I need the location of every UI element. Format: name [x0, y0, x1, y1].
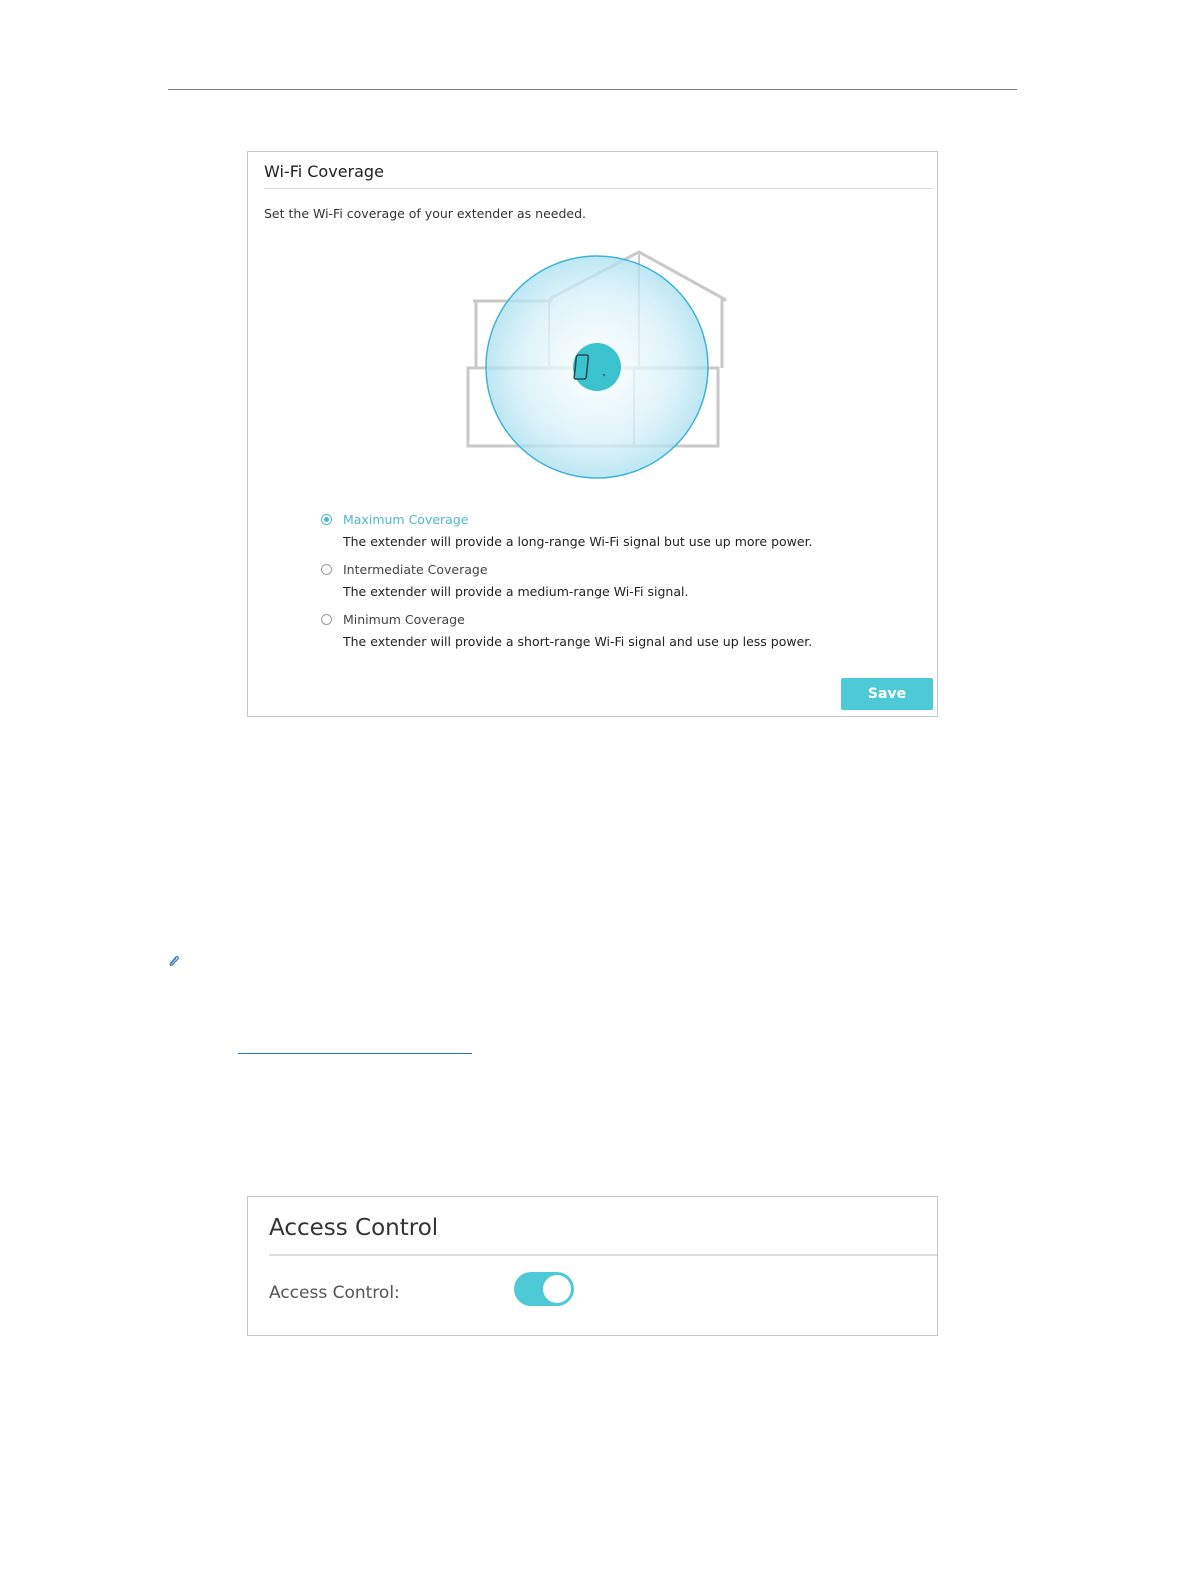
panel-title: Access Control — [269, 1215, 439, 1241]
title-divider — [269, 1254, 937, 1256]
range-extender-icon — [573, 343, 621, 391]
option-description: The extender will provide a short-range Wi-Fi signal and use up less power. — [343, 634, 813, 649]
minimum-coverage-radio[interactable] — [321, 614, 332, 625]
option-label[interactable]: Maximum Coverage — [343, 512, 469, 527]
panel-title: Wi-Fi Coverage — [264, 162, 384, 181]
option-description: The extender will provide a long-range Wi-Fi signal but use up more power. — [343, 534, 813, 549]
access-control-label: Access Control: — [269, 1283, 400, 1303]
coverage-illustration — [466, 246, 731, 484]
wifi-coverage-panel — [247, 151, 938, 717]
header-rule — [168, 89, 1017, 90]
option-label[interactable]: Minimum Coverage — [343, 612, 465, 627]
save-button[interactable]: Save — [841, 678, 933, 710]
toggle-knob[interactable] — [543, 1275, 571, 1303]
link-underline[interactable] — [238, 1053, 472, 1054]
option-label[interactable]: Intermediate Coverage — [343, 562, 488, 577]
panel-description: Set the Wi-Fi coverage of your extender as needed. — [264, 206, 586, 221]
intermediate-coverage-radio[interactable] — [321, 564, 332, 575]
option-description: The extender will provide a medium-range Wi-Fi signal. — [343, 584, 689, 599]
maximum-coverage-radio[interactable] — [321, 514, 332, 525]
access-control-panel — [247, 1196, 938, 1336]
paperclip-note-icon — [167, 954, 181, 968]
title-divider — [264, 188, 933, 189]
access-control-toggle[interactable] — [514, 1272, 574, 1306]
